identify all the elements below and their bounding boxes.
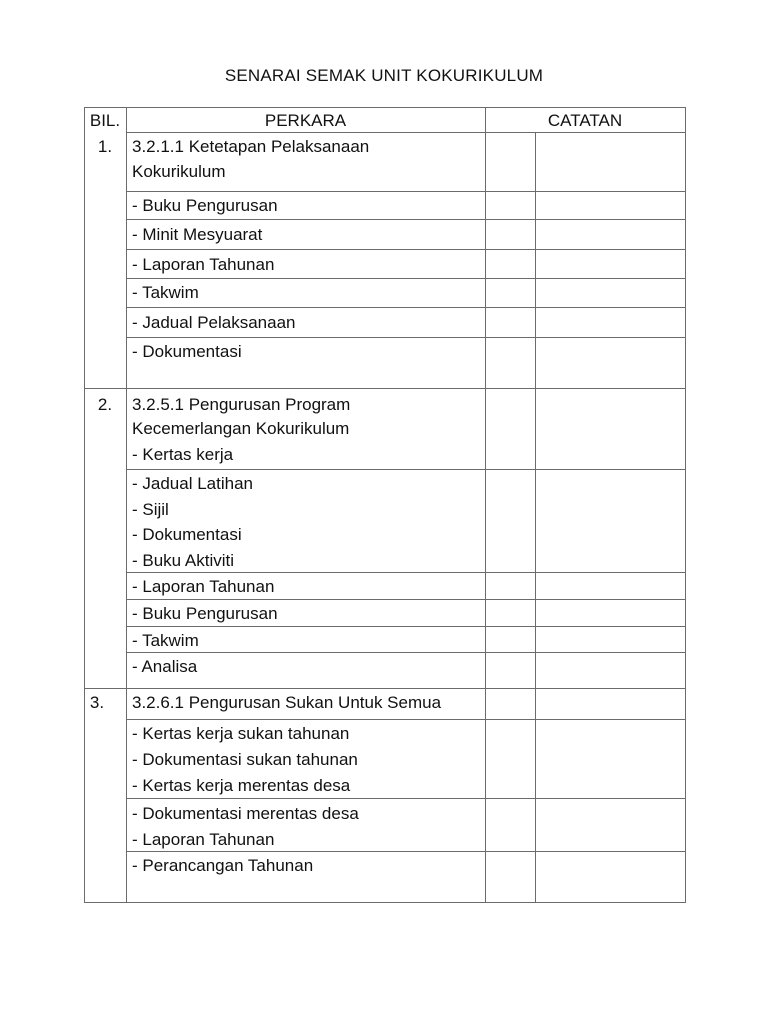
section-2-divider	[126, 469, 686, 470]
section-2-item: - Dokumentasi	[132, 525, 242, 544]
section-1-divider	[126, 337, 686, 338]
section-2-number: 2.	[97, 395, 113, 414]
section-2-item: - Buku Pengurusan	[132, 604, 278, 623]
table-column-divider-catatan-inner	[535, 132, 536, 903]
header-perkara: PERKARA	[264, 111, 347, 130]
section-1-heading-line-1: 3.2.1.1 Ketetapan Pelaksanaan	[132, 137, 370, 156]
section-2-item: - Jadual Latihan	[132, 474, 253, 493]
section-1-divider	[126, 249, 686, 250]
section-1-divider	[126, 219, 686, 220]
section-2-divider	[126, 599, 686, 600]
section-2-item: - Analisa	[132, 657, 198, 676]
section-1-item: - Buku Pengurusan	[132, 196, 278, 215]
section-divider-2-3	[84, 688, 686, 689]
section-3-item: - Kertas kerja merentas desa	[132, 776, 351, 795]
header-catatan: CATATAN	[547, 111, 623, 130]
section-2-item: - Takwim	[132, 631, 199, 650]
table-border-right	[685, 107, 686, 903]
table-column-divider-bil	[126, 107, 127, 903]
section-2-item: - Kertas kerja	[132, 445, 234, 464]
section-3-item: - Dokumentasi merentas desa	[132, 804, 359, 823]
section-3-item: - Perancangan Tahunan	[132, 856, 314, 875]
section-3-number: 3.	[89, 693, 105, 712]
section-2-item: - Laporan Tahunan	[132, 577, 275, 596]
section-3-divider	[126, 719, 686, 720]
section-3-item: - Kertas kerja sukan tahunan	[132, 724, 350, 743]
section-2-divider	[126, 626, 686, 627]
section-2-divider	[126, 652, 686, 653]
section-1-divider	[126, 191, 686, 192]
table-border-left	[84, 107, 85, 903]
page-title: SENARAI SEMAK UNIT KOKURIKULUM	[224, 66, 544, 85]
table-column-divider-perkara	[485, 107, 486, 903]
table-border-bottom	[84, 902, 686, 903]
section-3-heading-line-1: 3.2.6.1 Pengurusan Sukan Untuk Semua	[132, 693, 442, 712]
section-1-divider	[126, 278, 686, 279]
section-3-divider	[126, 798, 686, 799]
section-1-divider	[126, 307, 686, 308]
section-1-item: - Dokumentasi	[132, 342, 242, 361]
section-3-item: - Laporan Tahunan	[132, 830, 275, 849]
section-1-number: 1.	[97, 137, 113, 156]
section-3-item: - Dokumentasi sukan tahunan	[132, 750, 358, 769]
section-divider-1-2	[84, 388, 686, 389]
section-1-heading-line-2: Kokurikulum	[132, 162, 226, 181]
section-2-heading-line-2: Kecemerlangan Kokurikulum	[132, 419, 350, 438]
section-2-item: - Buku Aktiviti	[132, 551, 235, 570]
section-2-item: - Sijil	[132, 500, 169, 519]
section-2-heading-line-1: 3.2.5.1 Pengurusan Program	[132, 395, 351, 414]
section-1-item: - Takwim	[132, 283, 199, 302]
header-bil: BIL.	[89, 111, 121, 130]
section-1-item: - Laporan Tahunan	[132, 255, 275, 274]
section-1-item: - Jadual Pelaksanaan	[132, 313, 296, 332]
section-1-item: - Minit Mesyuarat	[132, 225, 263, 244]
